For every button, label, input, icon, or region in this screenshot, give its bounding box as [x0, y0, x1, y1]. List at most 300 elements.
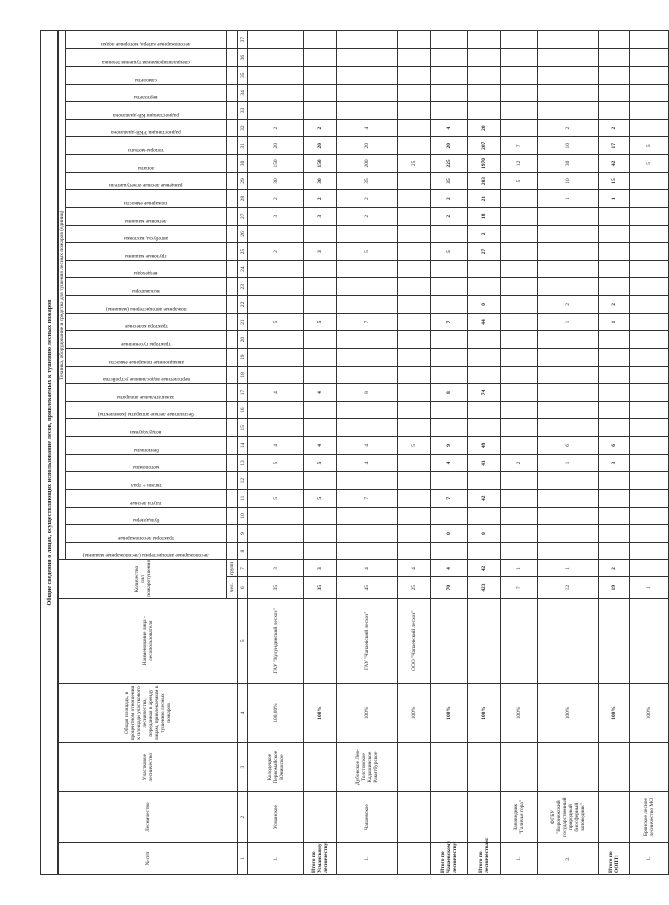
- table-cell: [248, 260, 304, 278]
- table-cell: [468, 102, 501, 120]
- table-cell: [501, 437, 538, 455]
- table-cell: [630, 66, 669, 84]
- table-cell: [431, 225, 468, 243]
- table-cell: [304, 542, 337, 560]
- column-number-cell: 24: [238, 260, 248, 278]
- table-cell: [431, 348, 468, 366]
- equipment-label: радиостанции УКВ-диапазона: [111, 129, 181, 136]
- table-cell: [538, 743, 599, 792]
- table-cell: [501, 525, 538, 543]
- table-cell: [538, 84, 599, 102]
- table-cell: [630, 243, 669, 261]
- table-cell: [630, 31, 669, 49]
- table-cell: 10: [538, 172, 599, 190]
- column-number-cell: 23: [238, 278, 248, 296]
- equipment-label: мотопомпы: [132, 464, 160, 471]
- table-cell: 35: [337, 172, 398, 190]
- table-cell: [398, 66, 431, 84]
- table-cell: 5: [630, 155, 669, 173]
- table-cell: [337, 102, 398, 120]
- column-number-cell: 30: [238, 155, 248, 173]
- table-cell: [501, 542, 538, 560]
- table-cell: [501, 102, 538, 120]
- table-cell: [599, 331, 630, 349]
- table-cell: [501, 348, 538, 366]
- header-cell: [227, 542, 238, 560]
- column-number-cell: 8: [238, 542, 248, 560]
- table-cell: [398, 331, 431, 349]
- table-cell: [538, 31, 599, 49]
- column-number-cell: 20: [238, 331, 248, 349]
- table-cell: [501, 384, 538, 402]
- table-cell: 150: [304, 155, 337, 173]
- table-cell: [630, 489, 669, 507]
- equipment-header-cell: [66, 137, 227, 155]
- table-cell: [630, 437, 669, 455]
- equipment-label: специализированная тушения техника: [102, 58, 190, 65]
- header-cell: Количество сил пожаротушения: [59, 560, 227, 598]
- table-cell: [630, 190, 669, 208]
- table-cell: 30: [304, 172, 337, 190]
- table-cell: 44: [468, 313, 501, 331]
- table-cell: [630, 401, 669, 419]
- table-cell: 42: [468, 489, 501, 507]
- table-cell: [538, 260, 599, 278]
- table-cell: [248, 348, 304, 366]
- equipment-header-cell: [66, 331, 227, 349]
- table-cell: [398, 419, 431, 437]
- table-cell: 1: [538, 190, 599, 208]
- column-number-cell: 34: [238, 84, 248, 102]
- column-number-cell: 14: [238, 437, 248, 455]
- table-cell: 423: [468, 577, 501, 598]
- table-cell: [630, 525, 669, 543]
- table-cell: [538, 243, 599, 261]
- table-cell: [501, 260, 538, 278]
- table-cell: ФГБУ "Воронежский государственный природный биосферный заповедник": [538, 792, 599, 843]
- table-cell: [431, 102, 468, 120]
- equipment-label: топоры-мотыги: [128, 147, 164, 154]
- table-cell: [304, 792, 337, 843]
- table-cell: [599, 278, 630, 296]
- table-cell: 1.: [337, 843, 398, 875]
- table-cell: 2: [248, 190, 304, 208]
- header-cell: [227, 401, 238, 419]
- table-cell: [431, 792, 468, 843]
- equipment-label: грузовые машины: [125, 252, 167, 259]
- table-cell: [599, 348, 630, 366]
- table-cell: [337, 296, 398, 314]
- equipment-header-cell: [66, 66, 227, 84]
- table-row: [630, 31, 669, 875]
- table-cell: 5: [398, 437, 431, 455]
- table-cell: [501, 207, 538, 225]
- column-number-row: [238, 31, 248, 875]
- table-cell: 4: [248, 384, 304, 402]
- table-cell: 4: [304, 437, 337, 455]
- table-cell: [599, 102, 630, 120]
- column-number-cell: 5: [238, 598, 248, 683]
- table-cell: [468, 260, 501, 278]
- header-cell: [227, 384, 238, 402]
- table-cell: [248, 542, 304, 560]
- table-row: [304, 31, 337, 875]
- column-number-cell: 12: [238, 472, 248, 490]
- table-cell: 3: [304, 207, 337, 225]
- table-cell: [468, 542, 501, 560]
- header-cell: [227, 331, 238, 349]
- table-cell: [248, 507, 304, 525]
- column-number-cell: 32: [238, 119, 248, 137]
- equipment-label: ранцевые лесные огнетушители: [109, 182, 183, 189]
- table-cell: [398, 507, 431, 525]
- equipment-header-cell: [66, 401, 227, 419]
- table-cell: [398, 792, 431, 843]
- table-cell: 2: [304, 190, 337, 208]
- table-cell: [431, 507, 468, 525]
- table-cell: 0: [468, 525, 501, 543]
- table-cell: 100%: [468, 683, 501, 743]
- table-row: [538, 31, 599, 875]
- table-cell: [304, 49, 337, 67]
- table-cell: [431, 401, 468, 419]
- table-cell: 1970: [468, 155, 501, 173]
- table-cell: [538, 207, 599, 225]
- table-cell: 5: [304, 454, 337, 472]
- table-cell: [248, 296, 304, 314]
- table-cell: 2: [599, 296, 630, 314]
- equipment-label: воздуходувки: [130, 429, 162, 436]
- column-number-cell: 33: [238, 102, 248, 120]
- header-cell: [227, 137, 238, 155]
- table-cell: [248, 49, 304, 67]
- table-cell: [538, 489, 599, 507]
- table-cell: [538, 525, 599, 543]
- table-cell: 7: [431, 313, 468, 331]
- table-cell: 5: [248, 489, 304, 507]
- table-cell: [304, 743, 337, 792]
- table-cell: [630, 119, 669, 137]
- table-cell: [337, 366, 398, 384]
- table-cell: 12: [538, 577, 599, 598]
- column-number-cell: 4: [238, 683, 248, 743]
- header-cell: Наименование лица - лесопользователя: [59, 598, 238, 683]
- table-cell: [248, 366, 304, 384]
- equipment-label: вертолеты: [134, 94, 158, 101]
- table-cell: 1: [538, 560, 599, 577]
- table-cell: 4: [431, 454, 468, 472]
- equipment-label: зажигательные аппараты: [117, 393, 175, 400]
- table-cell: 10: [538, 137, 599, 155]
- table-cell: [337, 225, 398, 243]
- column-number-cell: 13: [238, 454, 248, 472]
- table-cell: 4: [337, 560, 398, 577]
- column-number-cell: 16: [238, 401, 248, 419]
- table-cell: [630, 84, 669, 102]
- table-cell: 20: [337, 137, 398, 155]
- table-cell: [630, 366, 669, 384]
- table-cell: [398, 49, 431, 67]
- table-cell: 0: [468, 296, 501, 314]
- table-cell: 1.: [630, 843, 669, 875]
- header-row: [59, 31, 66, 875]
- table-cell: Колодецкое Первомайское Юнишское: [248, 743, 304, 792]
- table-cell: [398, 489, 431, 507]
- header-cell: [227, 296, 238, 314]
- column-number-cell: 15: [238, 419, 248, 437]
- table-cell: 4: [304, 384, 337, 402]
- equipment-label: автобусы, вахтовки: [123, 235, 169, 242]
- table-cell: 20: [468, 119, 501, 137]
- table-cell: [337, 66, 398, 84]
- table-cell: [248, 84, 304, 102]
- equipment-header-cell: [66, 489, 227, 507]
- table-cell: 1: [501, 560, 538, 577]
- table-cell: Заповедник "Галичья гора": [501, 792, 538, 843]
- table-cell: [501, 296, 538, 314]
- table-cell: ГАУ "Кулундинский лесхоз": [248, 598, 304, 683]
- table-cell: [501, 507, 538, 525]
- table-cell: [630, 296, 669, 314]
- table-cell: [398, 243, 431, 261]
- table-cell: 7: [337, 489, 398, 507]
- table-cell: [398, 207, 431, 225]
- table-cell: [630, 348, 669, 366]
- table-cell: [630, 331, 669, 349]
- table-cell: 8: [431, 384, 468, 402]
- table-cell: [337, 278, 398, 296]
- equipment-header-cell: [66, 84, 227, 102]
- table-cell: [501, 401, 538, 419]
- equipment-header-cell: [66, 102, 227, 120]
- table-cell: ООО "Чапаевский лесхоз": [398, 598, 431, 683]
- table-cell: 5: [630, 137, 669, 155]
- table-cell: [337, 525, 398, 543]
- table-cell: [468, 507, 501, 525]
- table-cell: [538, 49, 599, 67]
- table-cell: 1: [630, 577, 669, 598]
- table-cell: 18: [468, 207, 501, 225]
- table-cell: 100%: [304, 683, 337, 743]
- table-cell: 2: [248, 243, 304, 261]
- header-cell: групп: [227, 560, 238, 577]
- table-cell: [337, 419, 398, 437]
- column-number-cell: 21: [238, 313, 248, 331]
- table-cell: [599, 84, 630, 102]
- equipment-label: бензопилы: [133, 446, 159, 453]
- table-cell: [599, 525, 630, 543]
- table-cell: 4: [431, 119, 468, 137]
- equipment-header-cell: [66, 119, 227, 137]
- column-number-cell: 19: [238, 348, 248, 366]
- table-cell: [304, 331, 337, 349]
- document-title: Общие сведения о лицах, осуществляющих использование лесов, привлекаемых к тушению лесных пожаров: [40, 30, 58, 875]
- table-cell: [468, 49, 501, 67]
- equipment-header-cell: [66, 243, 227, 261]
- table-cell: [431, 278, 468, 296]
- table-cell: 1: [538, 313, 599, 331]
- table-cell: [398, 119, 431, 137]
- table-cell: [538, 472, 599, 490]
- table-cell: [599, 366, 630, 384]
- table-cell: 42: [599, 155, 630, 173]
- table-cell: [468, 419, 501, 437]
- table-cell: [337, 507, 398, 525]
- table-cell: [630, 49, 669, 67]
- table-cell: 100,00%: [248, 683, 304, 743]
- table-cell: 100%: [337, 683, 398, 743]
- table-cell: 2: [468, 225, 501, 243]
- table-cell: [398, 190, 431, 208]
- table-cell: [501, 598, 538, 683]
- table-cell: [248, 525, 304, 543]
- equipment-label: пожарные автоцистерны (машины): [105, 305, 187, 312]
- table-cell: 42: [468, 560, 501, 577]
- column-number-cell: 1: [238, 843, 248, 875]
- table-cell: [337, 260, 398, 278]
- header-cell: Общая площадь, в процентном отношении к площади участкового лесничества, переданная в аренду лицам, привлекаемым к тушению лесных пожаров: [59, 683, 238, 743]
- table-cell: 3: [248, 207, 304, 225]
- table-cell: [468, 472, 501, 490]
- equipment-header-cell: [66, 419, 227, 437]
- table-cell: 35: [431, 172, 468, 190]
- table-cell: 5: [431, 243, 468, 261]
- table-cell: [431, 472, 468, 490]
- equipment-header-cell: [66, 472, 227, 490]
- table-cell: [630, 542, 669, 560]
- table-cell: [630, 207, 669, 225]
- table-cell: [630, 384, 669, 402]
- table-cell: [630, 225, 669, 243]
- table-cell: 7: [337, 313, 398, 331]
- fire-equipment-table: [58, 30, 669, 875]
- table-cell: [304, 84, 337, 102]
- header-cell: [227, 172, 238, 190]
- header-cell: [227, 84, 238, 102]
- table-cell: [501, 190, 538, 208]
- equipment-label: пожарные емкости: [124, 199, 168, 206]
- table-cell: 100%: [538, 683, 599, 743]
- table-cell: [630, 472, 669, 490]
- table-cell: [630, 172, 669, 190]
- table-cell: 2: [599, 119, 630, 137]
- table-cell: 4: [431, 560, 468, 577]
- table-cell: [599, 401, 630, 419]
- table-cell: [248, 102, 304, 120]
- table-cell: [431, 598, 468, 683]
- column-number-cell: 6: [238, 577, 248, 598]
- table-row: [337, 31, 398, 875]
- table-cell: 1: [599, 313, 630, 331]
- table-cell: [398, 102, 431, 120]
- header-cell: [227, 119, 238, 137]
- table-cell: [304, 507, 337, 525]
- table-cell: 2: [304, 119, 337, 137]
- table-cell: [630, 454, 669, 472]
- table-cell: [337, 542, 398, 560]
- header-cell: [227, 454, 238, 472]
- table-cell: 2: [538, 296, 599, 314]
- table-cell: [538, 225, 599, 243]
- header-cell: чел.: [227, 577, 238, 598]
- table-cell: [599, 225, 630, 243]
- table-cell: 3: [304, 243, 337, 261]
- table-cell: [501, 489, 538, 507]
- column-number-cell: 18: [238, 366, 248, 384]
- table-cell: 1: [538, 454, 599, 472]
- table-cell: 207: [468, 137, 501, 155]
- table-cell: [304, 472, 337, 490]
- header-cell: [227, 102, 238, 120]
- table-cell: [431, 331, 468, 349]
- table-cell: [398, 137, 431, 155]
- header-cell: Участковое лесничество: [59, 743, 238, 792]
- table-cell: [501, 49, 538, 67]
- table-cell: [501, 243, 538, 261]
- table-cell: [599, 472, 630, 490]
- table-cell: [398, 296, 431, 314]
- table-cell: [501, 366, 538, 384]
- table-cell: [248, 419, 304, 437]
- equipment-label: вездеходы: [134, 270, 158, 277]
- table-cell: 7: [431, 489, 468, 507]
- table-cell: [304, 419, 337, 437]
- equipment-label: лесопожарные автоцистерны (лесопожарные машины): [83, 552, 209, 559]
- table-cell: 4: [337, 454, 398, 472]
- table-cell: [304, 225, 337, 243]
- table-cell: [398, 454, 431, 472]
- equipment-label: бульдозеры: [132, 517, 160, 524]
- table-cell: 15: [599, 172, 630, 190]
- table-row: [248, 31, 304, 875]
- equipment-label: радиостанции КВ-диапазона: [113, 111, 179, 118]
- table-cell: [468, 598, 501, 683]
- header-cell: [227, 366, 238, 384]
- equipment-label: трактора колесные: [124, 323, 168, 330]
- table-cell: [431, 31, 468, 49]
- table-cell: [501, 743, 538, 792]
- table-cell: 6: [538, 437, 599, 455]
- table-cell: [304, 102, 337, 120]
- table-cell: [398, 384, 431, 402]
- table-cell: [337, 401, 398, 419]
- table-cell: 12: [501, 155, 538, 173]
- table-cell: [501, 331, 538, 349]
- header-cell: [227, 31, 238, 49]
- table-cell: 0: [431, 525, 468, 543]
- header-cell: [227, 472, 238, 490]
- table-cell: [468, 66, 501, 84]
- table-cell: [304, 366, 337, 384]
- table-row: [431, 31, 468, 875]
- table-cell: [468, 366, 501, 384]
- header-cell: [227, 66, 238, 84]
- equipment-header-cell: [66, 525, 227, 543]
- table-cell: [599, 792, 630, 843]
- table-cell: 3: [304, 560, 337, 577]
- table-cell: 4: [248, 437, 304, 455]
- table-cell: [304, 260, 337, 278]
- table-cell: 5: [337, 243, 398, 261]
- table-cell: [538, 542, 599, 560]
- table-cell: 30: [538, 155, 599, 173]
- table-cell: [304, 31, 337, 49]
- table-cell: [501, 225, 538, 243]
- equipment-label: бесплатные легкие аппараты (комплекты): [98, 411, 194, 418]
- table-row: [468, 31, 501, 875]
- header-cell: [227, 489, 238, 507]
- table-cell: [599, 260, 630, 278]
